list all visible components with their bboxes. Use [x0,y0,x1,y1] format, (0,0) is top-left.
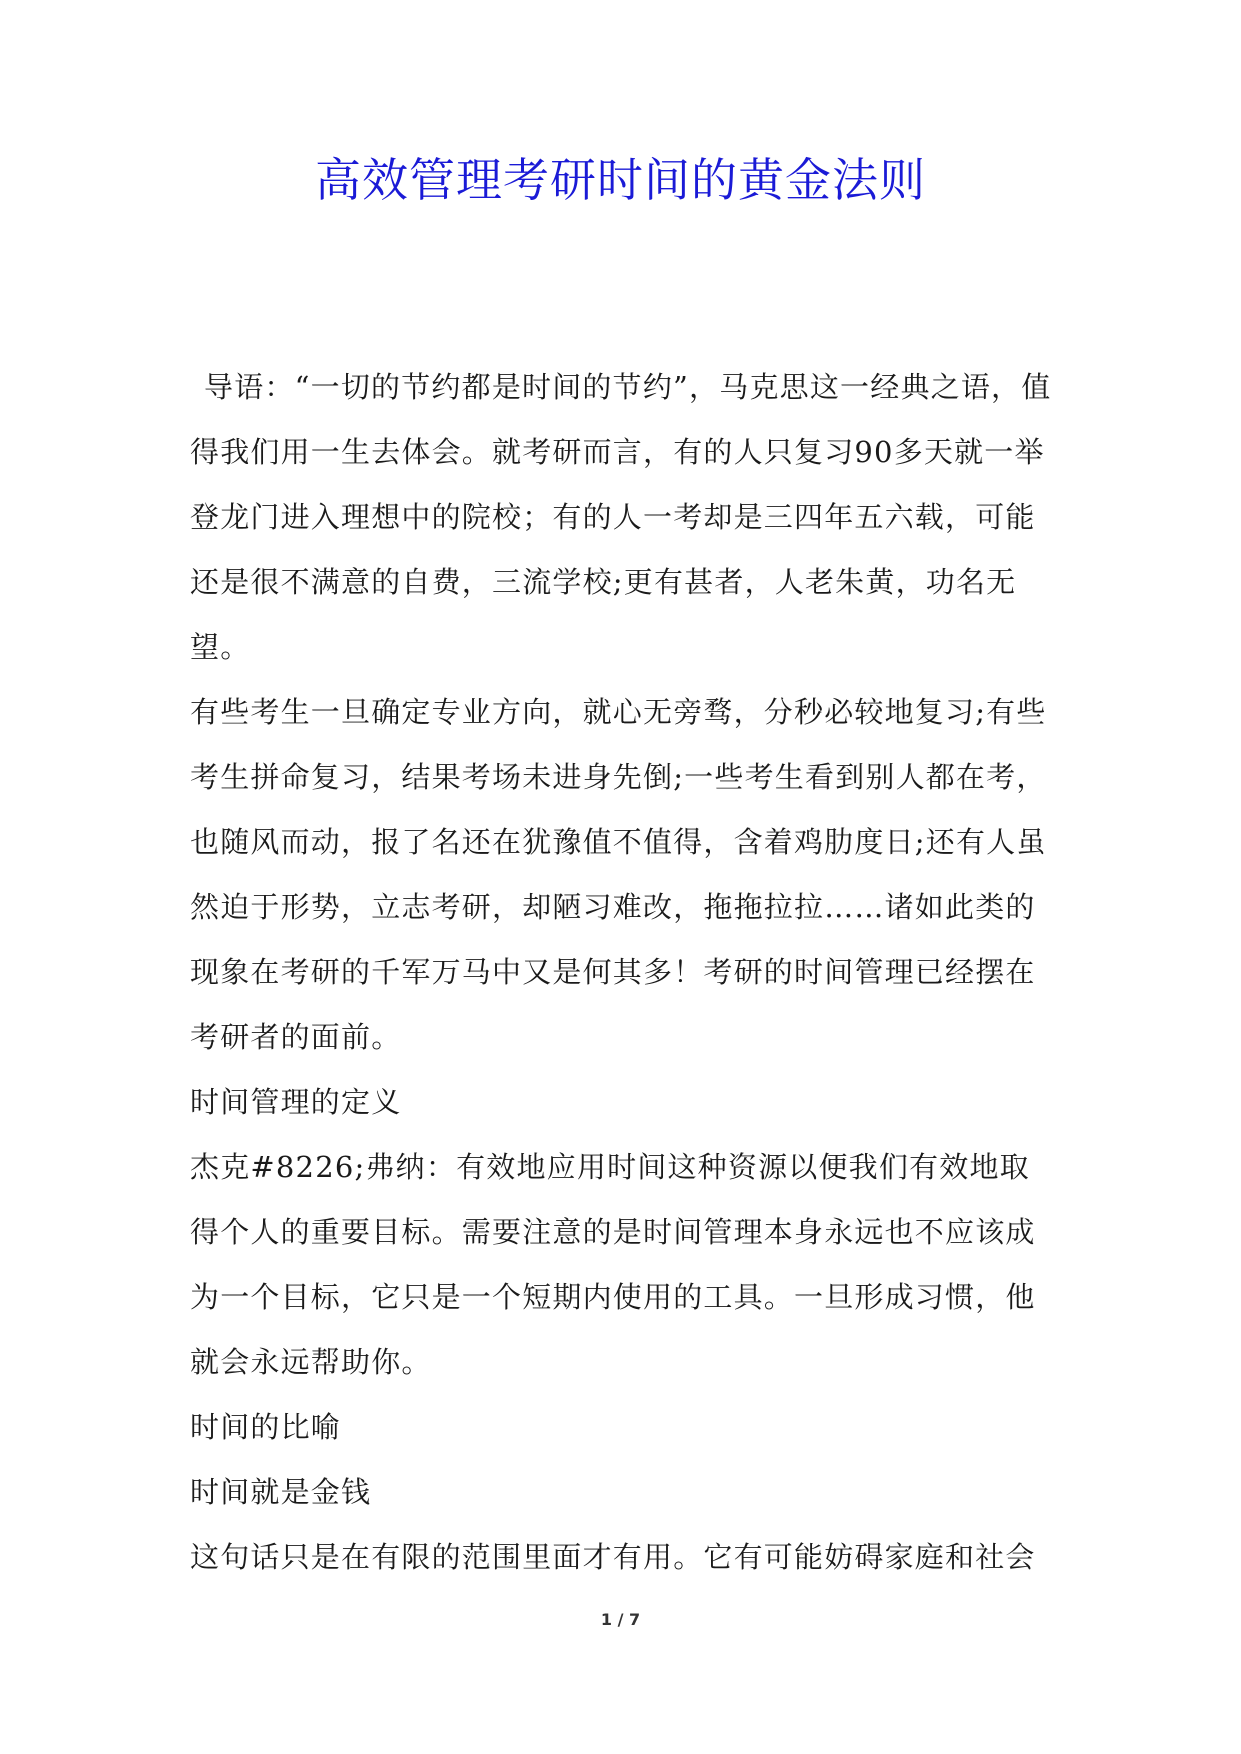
document-title: 高效管理考研时间的黄金法则 [315,153,926,207]
paragraph-definition: 杰克#8226;弗纳：有效地应用时间这种资源以便我们有效地取得个人的重要目标。需要注意的是时间管理本身永远也不应该成为一个目标，它只是一个短期内使用的工具。一旦形成习惯，他就会永远帮助你。 [190,1150,1036,1379]
document-body [190,355,1060,1590]
page-number: 1 / 7 [600,1610,641,1629]
paragraph-intro: 导语：“一切的节约都是时间的节约”，马克思这一经典之语，值得我们用一生去体会。就考研而言，有的人只复习90多天就一举登龙门进入理想中的院校；有的人一考却是三四年五六载，可能还是很不满意的自费，三流学校;更有甚者，人老朱黄，功名无望。 [190,370,1052,664]
paragraph-time-is-money: 这句话只是在有限的范围里面才有用。它有可能妨碍家庭和社会 [190,1540,1036,1574]
subheading-time-is-money: 时间就是金钱 [190,1475,372,1509]
section-heading-metaphor: 时间的比喻 [190,1410,342,1444]
paragraph-phenomena: 有些考生一旦确定专业方向，就心无旁骛，分秒必较地复习;有些考生拼命复习，结果考场未进身先倒;一些考生看到别人都在考，也随风而动，报了名还在犹豫值不值得，含着鸡肋度日;还有人虽然迫于形势，立志考研，却陋习难改，拖拖拉拉……诸如此类的现象在考研的千军万马中又是何其多！考研的时间管理已经摆在考研者的面前。 [190,695,1047,1054]
section-heading-definition: 时间管理的定义 [190,1085,402,1119]
